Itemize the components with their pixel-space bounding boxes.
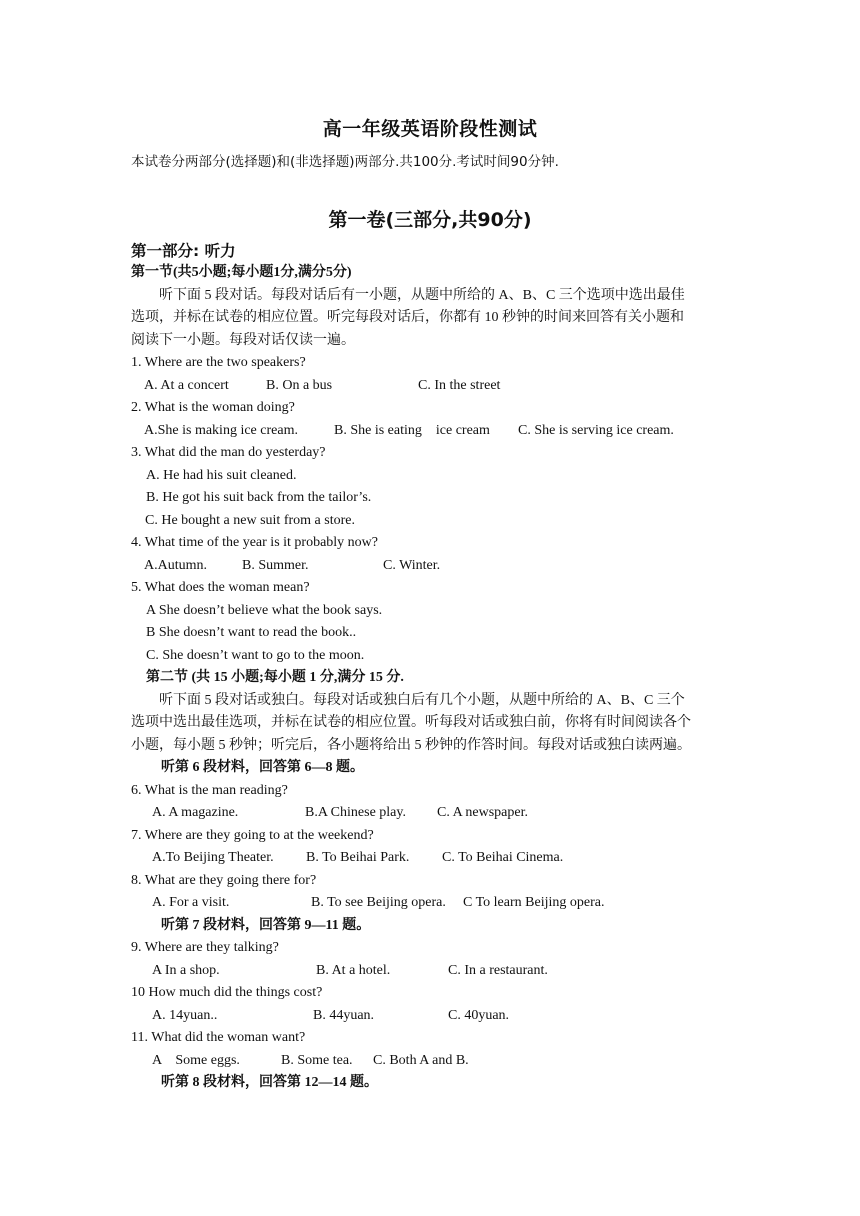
question-4: 4. What time of the year is it probably now? [131,535,379,550]
option-b: B.A Chinese play. [305,805,406,820]
option-a: A. For a visit. [152,895,230,910]
option-b: B. At a hotel. [316,962,391,978]
question-7: 7. Where are they going to at the weekend? [131,827,374,843]
instruction-line: 小题，每小题 5 秒钟；听完后，各小题将给出 5 秒钟的作答时间。每段对话或独白读两遍。 [131,737,691,753]
instruction-line: 选项，并标在试卷的相应位置。听完每段对话后，你都有 10 秒钟的时间来回答有关小题和 [131,310,684,325]
exam-title: 高一年级英语阶段性测试 [322,118,538,140]
option-b: B. 44yuan. [313,1007,375,1023]
question-10: 10 How much did the things cost? [131,985,323,1000]
question-1-options [131,375,736,398]
material-6-heading: 听第 6 段材料，回答第 6—8 题。 [161,760,364,775]
question-11: 11. What did the woman want? [131,1030,306,1045]
question-4-options [131,555,736,578]
option-b: B. She is eating ice cream [334,422,490,438]
option-c: C. She is serving ice cream. [518,422,674,438]
question-2: 2. What is the woman doing? [131,400,295,415]
option-a: A. A magazine. [152,805,239,820]
option-a: A. 14yuan.. [152,1007,218,1023]
option-b: B. Some tea. [281,1052,353,1068]
question-1: 1. Where are the two speakers? [131,355,306,370]
exam-content [131,240,736,1095]
option-b: B She doesn’t want to read the book.. [146,625,357,640]
question-9: 9. Where are they talking? [131,940,279,955]
option-b: B. To Beihai Park. [306,850,410,865]
question-8-options [131,892,736,915]
instruction-line: 听下面 5 段对话。每段对话后有一小题，从题中所给的 A、B、C 三个选项中选出最佳 [159,287,685,303]
question-5: 5. What does the woman mean? [131,580,310,595]
option-c: C. She doesn’t want to go to the moon. [146,647,365,663]
option-c: C. 40yuan. [448,1007,510,1023]
option-c: C To learn Beijing opera. [463,895,605,910]
part1-heading: 第一部分: 听力 [131,242,236,260]
material-7-heading: 听第 7 段材料，回答第 9—11 题。 [161,917,371,933]
question-6: 6. What is the man reading? [131,782,288,798]
option-b: B. On a bus [266,377,333,393]
option-c: C. A newspaper. [437,805,528,820]
option-a: A.Autumn. [144,557,207,573]
instruction-line: 选项中选出最佳选项，并标在试卷的相应位置。听每段对话或独白前，你将有时间阅读各个 [131,715,691,730]
option-c: C. Both A and B. [373,1052,469,1068]
question-7-options [131,847,736,870]
question-2-options [131,420,736,443]
instruction-line: 阅读下一小题。每段对话仅读一遍。 [131,332,355,348]
option-b: B. To see Beijing opera. [311,895,446,910]
option-c: C. In the street [418,377,501,393]
option-a: A Some eggs. [152,1052,240,1068]
option-a: A In a shop. [152,962,220,978]
option-c: C. In a restaurant. [448,962,548,978]
question-3: 3. What did the man do yesterday? [131,445,326,460]
material-8-heading: 听第 8 段材料，回答第 12—14 题。 [161,1075,378,1090]
question-11-options [131,1050,736,1073]
option-a: A She doesn’t believe what the book says. [146,602,383,618]
option-c: C. He bought a new suit from a store. [145,512,355,528]
section1-heading: 第一节(共5小题;每小题1分,满分5分) [131,265,352,280]
option-a: A. He had his suit cleaned. [146,467,297,483]
section1-instruction [131,285,736,353]
option-a: A.She is making ice cream. [144,422,298,438]
option-a: A. At a concert [144,377,229,393]
exam-intro: 本试卷分两部分(选择题)和(非选择题)两部分.共100分.考试时间90分钟. [131,154,559,170]
volume-heading: 第一卷(三部分,共90分) [328,209,532,231]
option-b: B. He got his suit back from the tailor’s. [146,490,372,505]
instruction-line: 听下面 5 段对话或独白。每段对话或独白后有几个小题，从题中所给的 A、B、C 三个 [159,692,685,708]
option-b: B. Summer. [242,557,309,573]
option-a: A.To Beijing Theater. [152,850,274,865]
section2-heading: 第二节 (共 15 小题;每小题 1 分,满分 15 分. [146,670,404,685]
question-10-options [131,1005,736,1028]
option-c: C. Winter. [383,557,441,573]
section2-instruction [131,690,736,758]
question-6-options [131,802,736,825]
question-8: 8. What are they going there for? [131,872,317,888]
question-9-options [131,960,736,983]
option-c: C. To Beihai Cinema. [442,850,564,865]
